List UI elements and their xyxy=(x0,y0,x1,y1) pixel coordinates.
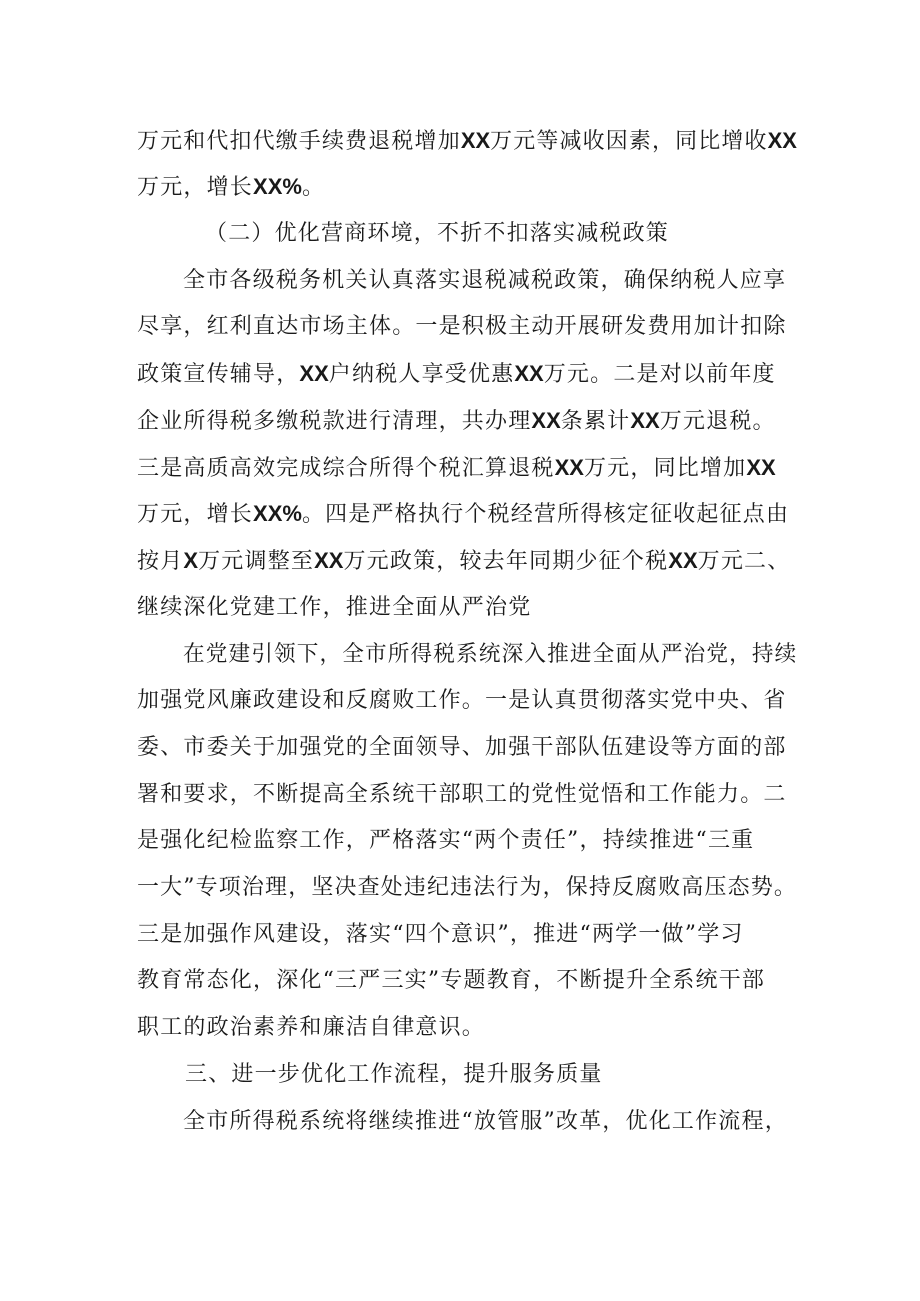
paragraph-line: 按月X万元调整至XX万元政策，较去年同期少征个税XX万元二、 xyxy=(137,548,791,574)
paragraph-line: 全市所得税系统将继续推进“放管服”改革，优化工作流程， xyxy=(183,1109,788,1134)
placeholder-value: XX xyxy=(514,361,544,386)
paragraph-line: 三是高质高效完成综合所得个税汇算退税XX万元，同比增加XX xyxy=(137,455,776,481)
paragraph-line: 企业所得税多缴税款进行清理，共办理XX条累计XX万元退税。 xyxy=(137,408,776,434)
section-heading: （二）优化营商环境，不折不扣落实减税政策 xyxy=(205,221,670,246)
placeholder-value: XX xyxy=(630,408,660,433)
placeholder-value: XX xyxy=(299,361,329,386)
paragraph-line: 加强党风廉政建设和反腐败工作。一是认真贯彻落实党中央、省 xyxy=(137,688,787,713)
paragraph-line: 在党建引领下，全市所得税系统深入推进全面从严治党，持续 xyxy=(183,642,798,667)
placeholder-value: XX xyxy=(767,128,797,153)
paragraph-line: 政策宣传辅导，XX户纳税人享受优惠XX万元。二是对以前年度 xyxy=(137,361,776,387)
paragraph-line: 教育常态化，深化“三严三实”专题教育，不断提升全系统干部 xyxy=(137,968,766,993)
paragraph-line: 全市各级税务机关认真落实退税减税政策，确保纳税人应享 xyxy=(183,268,787,293)
placeholder-value: XX xyxy=(531,408,561,433)
paragraph-line: 万元，增长XX%。 xyxy=(137,174,326,200)
paragraph-line: 三是加强作风建设，落实“四个意识”，推进“两学一做”学习 xyxy=(137,922,744,947)
placeholder-value: XX% xyxy=(253,174,302,199)
paragraph-line: 继续深化党建工作，推进全面从严治党 xyxy=(137,595,532,620)
paragraph-line: 是强化纪检监察工作，严格落实“两个责任”，持续推进“三重 xyxy=(137,828,755,853)
paragraph-line: 署和要求，不断提高全系统干部职工的党性觉悟和工作能力。二 xyxy=(137,782,787,807)
section-heading: 三、进一步优化工作流程，提升服务质量 xyxy=(185,1062,603,1087)
paragraph-line: 职工的政治素养和廉洁自律意识。 xyxy=(137,1015,486,1040)
placeholder-value: XX xyxy=(668,548,698,573)
placeholder-value: XX xyxy=(314,548,344,573)
placeholder-value: XX xyxy=(460,128,491,153)
paragraph-line: 万元和代扣代缴手续费退税增加XX万元等减收因素，同比增收XX xyxy=(137,128,797,154)
paragraph-line: 万元，增长XX%。四是严格执行个税经营所得核定征收起征点由 xyxy=(137,501,790,527)
placeholder-value: X xyxy=(183,548,199,573)
paragraph-line: 一大”专项治理，坚决查处违纪违法行为，保持反腐败高压态势。 xyxy=(137,875,798,900)
placeholder-value: XX% xyxy=(253,501,302,526)
paragraph-line: 尽享，红利直达市场主体。一是积极主动开展研发费用加计扣除 xyxy=(137,314,787,339)
placeholder-value: XX xyxy=(746,455,776,480)
paragraph-line: 委、市委关于加强党的全面领导、加强干部队伍建设等方面的部 xyxy=(137,735,787,760)
placeholder-value: XX xyxy=(554,455,584,480)
